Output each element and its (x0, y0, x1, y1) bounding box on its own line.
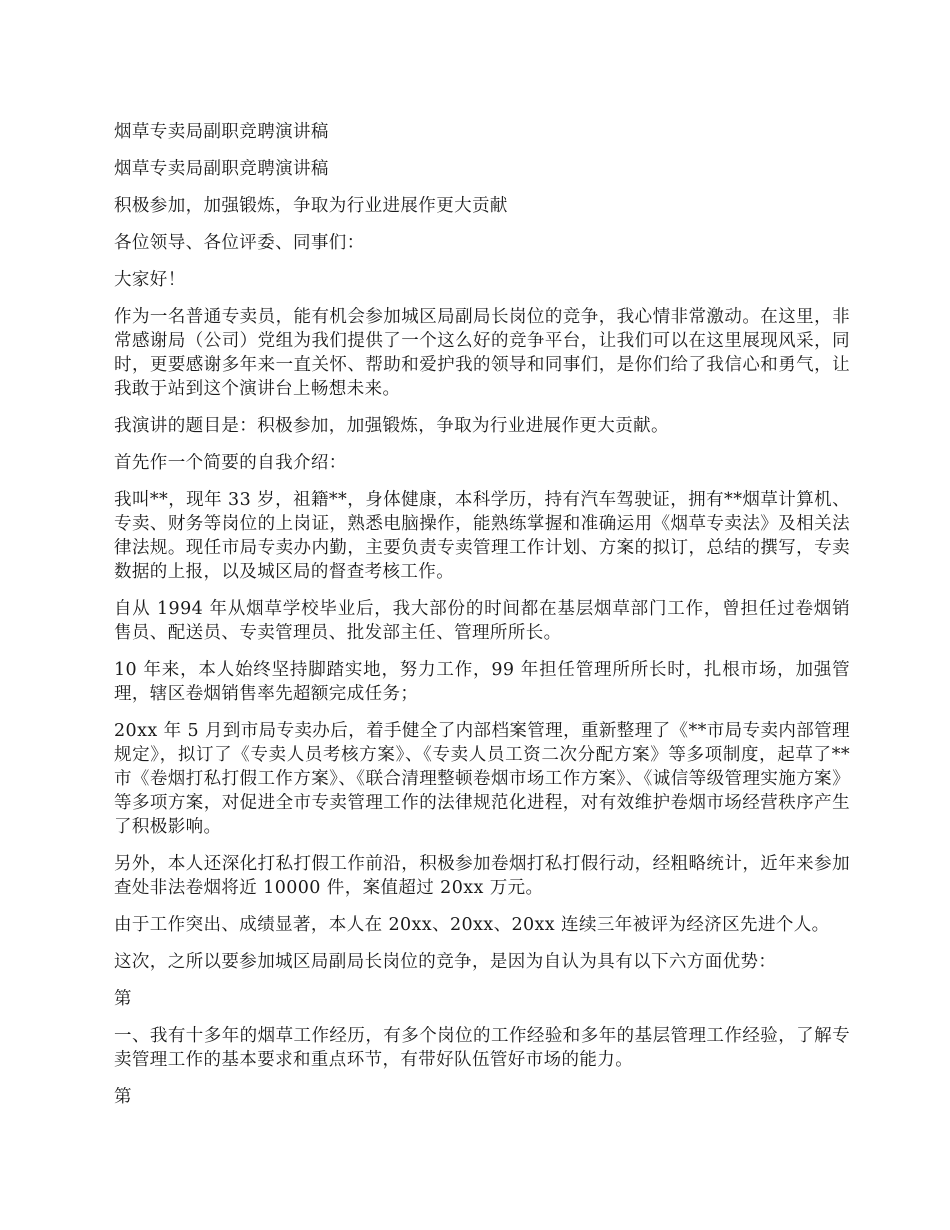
greeting: 大家好！ (114, 270, 186, 290)
paragraph-achievements: 20xx 年 5 月到市局专卖办后，着手健全了内部档案管理，重新整理了《**市局专卖内部管理规定》，拟订了《专卖人员考核方案》、《专卖人员工资二次分配方案》等多项制度，起草了**市《卷烟打私打假工作方案》、《联合清理整顿卷烟市场工作方案》、《诚信等级管理实施方案》等多项方案，对促进全市专卖管理工作的法律规范化进程，对有效维护卷烟市场经营秩序产生了积极影响。 (114, 721, 850, 837)
paragraph-awards: 由于工作突出、成绩显著，本人在 20xx、20xx、20xx 连续三年被评为经济区先进个人。 (114, 915, 830, 935)
paragraph-advantage-1: 一、我有十多年的烟草工作经历，有多个岗位的工作经验和多年的基层管理工作经验，了解专卖管理工作的基本要求和重点环节，有带好队伍管好市场的能力。 (114, 1026, 850, 1070)
paragraph-opening: 作为一名普通专卖员，能有机会参加城区局副局长岗位的竞争，我心情非常激动。在这里，非常感谢局（公司）党组为我们提供了一个这么好的竞争平台，让我们可以在这里展现风采，同时，更要感谢多年来一直关怀、帮助和爱护我的领导和同事们，是你们给了我信心和勇气，让我敢于站到这个演讲台上畅想未来。 (114, 307, 850, 399)
document-title: 烟草专卖局副职竞聘演讲稿 (114, 122, 329, 142)
paragraph-topic: 我演讲的题目是：积极参加，加强锻炼，争取为行业进展作更大贡献。 (114, 416, 669, 436)
paragraph-ordinal-1: 第 (114, 989, 132, 1009)
paragraph-ordinal-2: 第 (114, 1087, 132, 1107)
document-subtitle: 烟草专卖局副职竞聘演讲稿 (114, 159, 329, 179)
paragraph-career: 自从 1994 年从烟草学校毕业后，我大部份的时间都在基层烟草部门工作，曾担任过卷烟销售员、配送员、专卖管理员、批发部主任、管理所所长。 (114, 599, 850, 643)
speech-theme: 积极参加，加强锻炼，争取为行业进展作更大贡献 (114, 196, 508, 216)
paragraph-enforcement: 另外，本人还深化打私打假工作前沿，积极参加卷烟打私打假行动，经粗略统计，近年来参加查处非法卷烟将近 10000 件，案值超过 20xx 万元。 (114, 854, 850, 898)
document-body (114, 120, 850, 1122)
salutation: 各位领导、各位评委、同事们： (114, 233, 365, 253)
paragraph-self-intro: 我叫**，现年 33 岁，祖籍**，身体健康，本科学历，持有汽车驾驶证，拥有**烟草计算机、专卖、财务等岗位的上岗证，熟悉电脑操作，能熟练掌握和准确运用《烟草专卖法》及相关法律法规。现任市局专卖办内勤，主要负责专卖管理工作计划、方案的拟订，总结的撰写，专卖数据的上报，以及城区局的督查考核工作。 (114, 490, 850, 582)
paragraph-advantages-lead: 这次，之所以要参加城区局副局长岗位的竞争，是因为自认为具有以下六方面优势： (114, 952, 777, 972)
paragraph-ten-years: 10 年来，本人始终坚持脚踏实地，努力工作，99 年担任管理所所长时，扎根市场，加强管理，辖区卷烟销售率先超额完成任务； (114, 660, 850, 704)
paragraph-intro-lead: 首先作一个简要的自我介绍： (114, 453, 347, 473)
